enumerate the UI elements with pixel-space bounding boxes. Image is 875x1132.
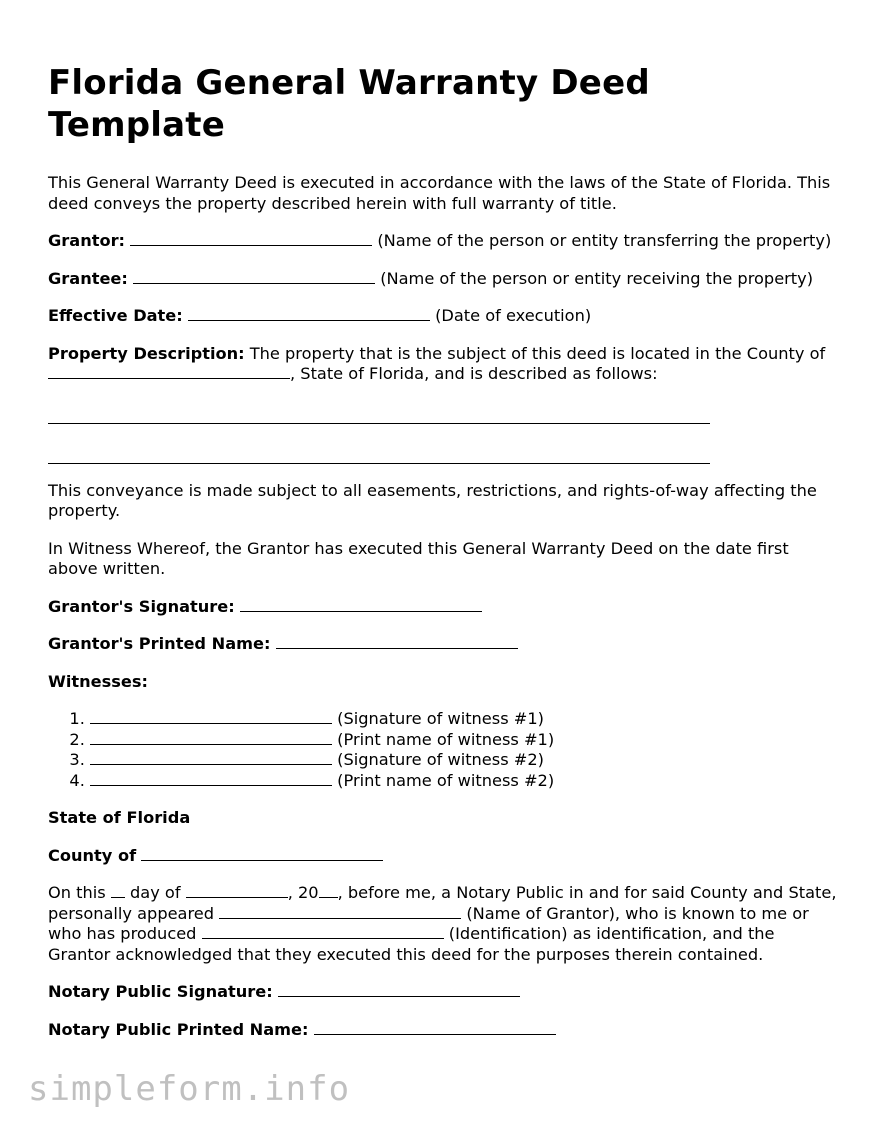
- notary-paragraph: [48, 883, 838, 965]
- document-page: [48, 62, 838, 1040]
- witness-blank[interactable]: [90, 730, 332, 745]
- property-description: [48, 344, 838, 385]
- state-heading: [48, 808, 838, 829]
- effective-date-field: [48, 306, 838, 327]
- grantee-note: (Name of the person or entity receiving the property): [380, 268, 814, 288]
- grantee-blank[interactable]: [133, 269, 375, 284]
- grantor-label: Grantor:: [48, 231, 126, 250]
- grantor-name-blank[interactable]: [219, 904, 461, 919]
- county-label: County of: [48, 845, 137, 865]
- watermark: simpleform.info: [28, 1069, 351, 1109]
- identification-blank[interactable]: [202, 924, 444, 939]
- notary-text-3: , 20: [287, 883, 319, 902]
- grantor-field: [48, 231, 838, 252]
- witness-clause: In Witness Whereof, the Grantor has executed this General Warranty Deed on the date first above written.: [48, 538, 789, 578]
- property-label: Property Description:: [48, 343, 245, 363]
- list-item: [90, 771, 838, 792]
- property-text-2: , State of Florida, and is described as follows:: [290, 364, 658, 383]
- grantor-printed-label: Grantor's Printed Name:: [48, 634, 271, 653]
- description-line-1[interactable]: [48, 407, 710, 424]
- witness-note: (Print name of witness #2): [337, 770, 555, 790]
- property-text-1: The property that is the subject of this deed is located in the County of: [249, 343, 826, 363]
- county-blank[interactable]: [48, 364, 290, 379]
- state-label: State of Florida: [48, 808, 191, 827]
- grantee-label: Grantee:: [48, 268, 128, 288]
- county-field: [48, 846, 838, 867]
- effective-date-note: (Date of execution): [435, 306, 592, 325]
- intro-paragraph: This General Warranty Deed is executed in accordance with the laws of the State of Florida. This deed conveys the property described herein with full warranty of title.: [48, 173, 831, 213]
- page-title: Florida General Warranty Deed Template: [48, 63, 650, 145]
- grantor-note: (Name of the person or entity transferring the property): [377, 231, 832, 250]
- description-line-2[interactable]: [48, 447, 710, 464]
- grantor-signature-label: Grantor's Signature:: [48, 596, 235, 616]
- notary-text-2: day of: [130, 883, 181, 902]
- notary-printed-label: Notary Public Printed Name:: [48, 1019, 309, 1039]
- witness-list: [48, 709, 838, 791]
- conveyance-paragraph: This conveyance is made subject to all easements, restrictions, and rights-of-way affecting the property.: [48, 480, 817, 520]
- witness-note: (Print name of witness #1): [337, 729, 555, 749]
- notary-signature-field: [48, 982, 838, 1003]
- notary-printed-field: [48, 1020, 838, 1041]
- notary-text-6: (Identification) as identification, and the Grantor acknowledged that they executed this deed for the purposes therein contained.: [48, 924, 775, 964]
- witnesses-heading: [48, 672, 838, 693]
- notary-text-4: , before me, a Notary Public in and for said County and State, personally appeared: [48, 883, 837, 923]
- day-blank[interactable]: [111, 883, 125, 898]
- witness-note: (Signature of witness #1): [337, 709, 544, 728]
- witnesses-label: Witnesses:: [48, 671, 149, 691]
- witness-blank[interactable]: [90, 750, 332, 765]
- notary-signature-blank[interactable]: [278, 982, 520, 997]
- grantor-printed-blank[interactable]: [276, 634, 518, 649]
- notary-signature-label: Notary Public Signature:: [48, 982, 273, 1001]
- effective-date-label: Effective Date:: [48, 306, 183, 325]
- grantor-signature-field: [48, 597, 838, 618]
- notary-text-1: On this: [48, 883, 106, 902]
- list-item: [90, 730, 838, 751]
- grantor-blank[interactable]: [130, 231, 372, 246]
- notary-printed-blank[interactable]: [314, 1020, 556, 1035]
- month-blank[interactable]: [186, 883, 288, 898]
- year-blank[interactable]: [319, 883, 338, 898]
- grantor-signature-blank[interactable]: [240, 597, 482, 612]
- grantor-printed-field: [48, 634, 838, 655]
- effective-date-blank[interactable]: [188, 306, 430, 321]
- list-item: [90, 750, 838, 771]
- grantee-field: [48, 269, 838, 290]
- witness-note: (Signature of witness #2): [337, 750, 544, 769]
- witness-blank[interactable]: [90, 709, 332, 724]
- witness-blank[interactable]: [90, 771, 332, 786]
- notary-county-blank[interactable]: [141, 846, 383, 861]
- list-item: [90, 709, 838, 730]
- notary-text-5: (Name of Grantor), who is known to me or who has produced: [48, 903, 809, 943]
